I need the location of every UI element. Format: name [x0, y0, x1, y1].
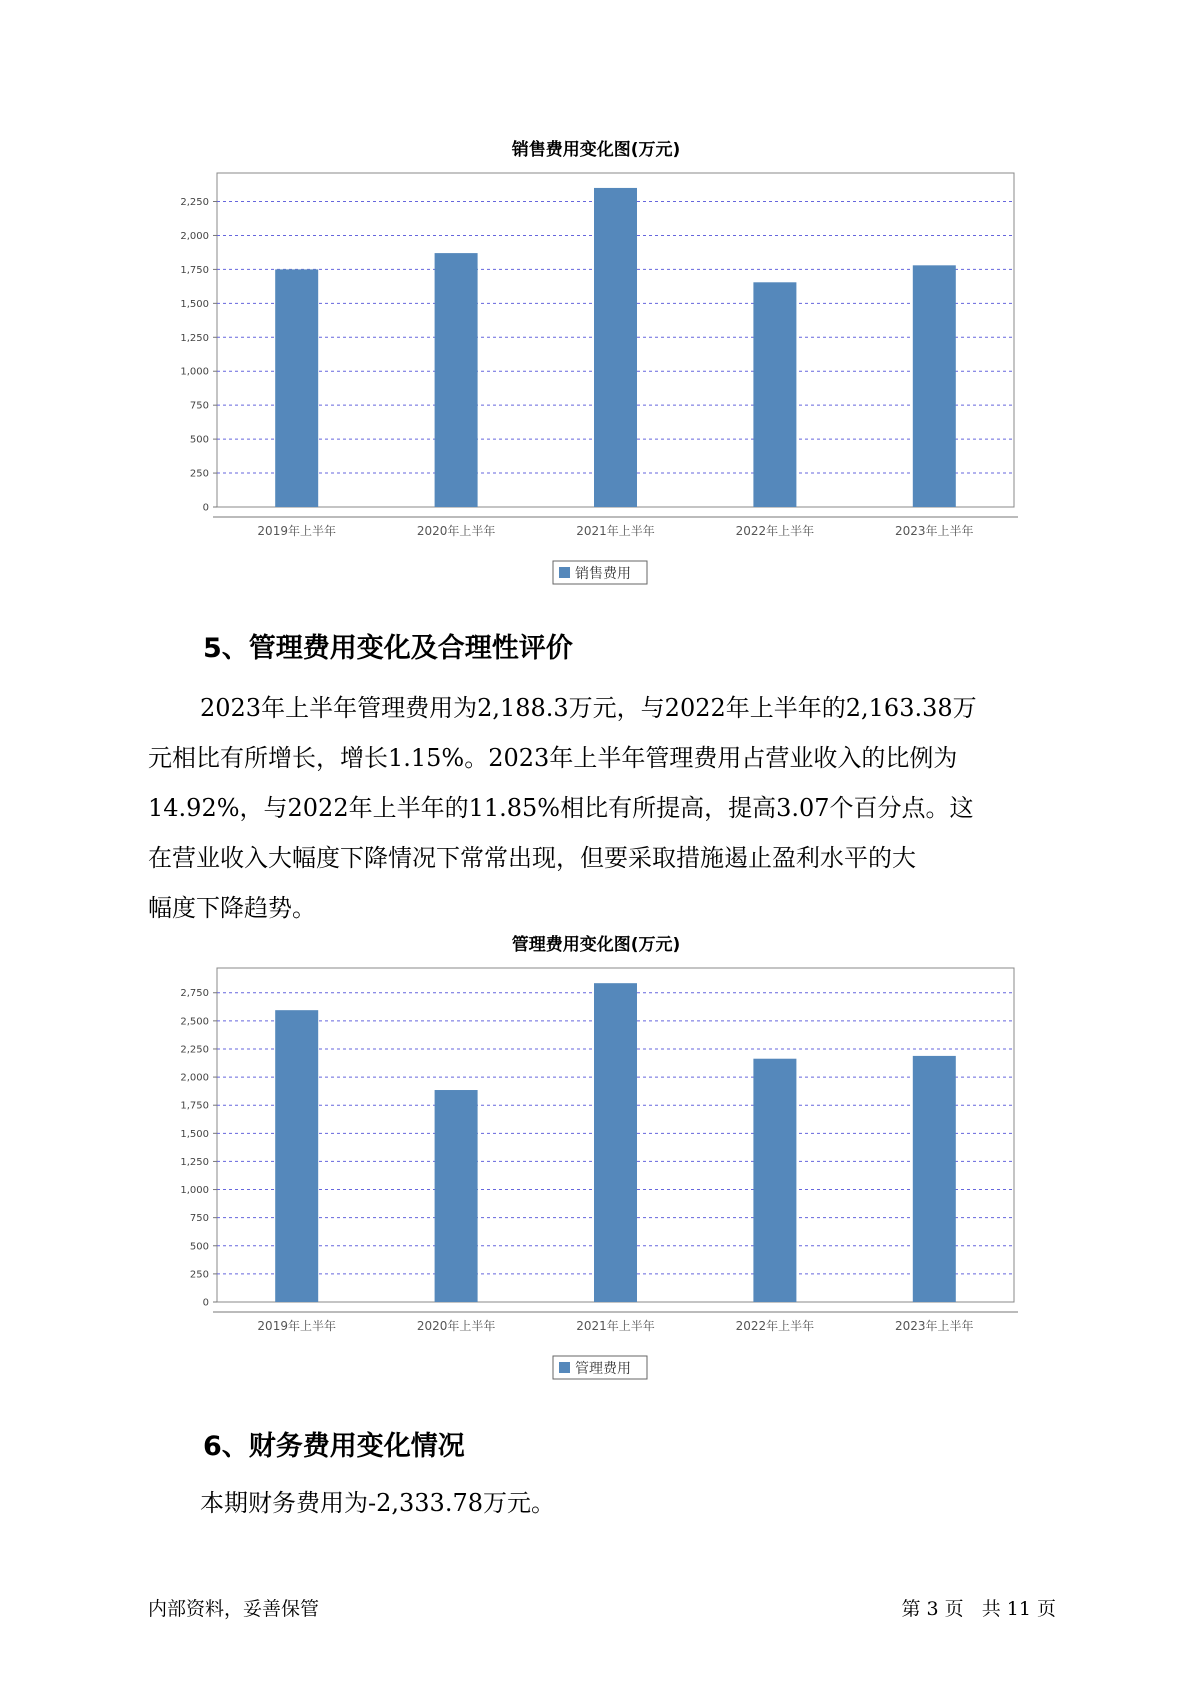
- x-tick-label: 2020年上半年: [416, 1319, 496, 1333]
- paragraph-line: 14.92%，与2022年上半年的11.85%相比有所提高，提高3.07个百分点。这: [148, 794, 974, 822]
- x-tick-label: 2022年上半年: [735, 524, 815, 538]
- y-tick-label: 2,250: [180, 1044, 209, 1056]
- bar: [753, 282, 796, 507]
- admin-expense-chart-svg: [0, 925, 1191, 1385]
- chart-title: 销售费用变化图(万元): [511, 140, 681, 160]
- y-tick-label: 2,000: [180, 230, 209, 242]
- paragraph-line: 本期财务费用为-2,333.78万元。: [200, 1489, 555, 1517]
- bar: [753, 1059, 796, 1302]
- legend-label: 销售费用: [575, 566, 631, 582]
- y-tick-label: 1,000: [180, 1185, 209, 1197]
- x-tick-label: 2023年上半年: [895, 524, 974, 538]
- footer-page-number: 第 3 页 共 11 页: [901, 1598, 1056, 1620]
- y-tick-label: 1,250: [180, 1156, 209, 1168]
- y-tick-label: 0: [202, 502, 209, 514]
- y-tick-label: 750: [189, 400, 209, 412]
- bar: [435, 1090, 478, 1302]
- y-tick-label: 2,250: [180, 197, 209, 209]
- y-tick-label: 1,750: [180, 1100, 209, 1112]
- paragraph-line: 2023年上半年管理费用为2,188.3万元，与2022年上半年的2,163.38万: [200, 694, 977, 722]
- y-tick-label: 2,500: [180, 1016, 209, 1028]
- x-axis-categories: [213, 517, 1018, 538]
- bar: [594, 983, 637, 1302]
- x-tick-label: 2020年上半年: [416, 524, 496, 538]
- bar: [594, 188, 637, 507]
- y-tick-label: 2,750: [180, 988, 209, 1000]
- y-tick-label: 500: [189, 1241, 209, 1253]
- section-5-paragraph: [148, 683, 1048, 933]
- y-tick-label: 1,000: [180, 366, 209, 378]
- bars: [275, 983, 956, 1302]
- y-tick-label: 250: [189, 1269, 209, 1281]
- y-tick-label: 500: [189, 434, 209, 446]
- y-axis-ticks: [180, 197, 217, 513]
- section-6-paragraph: [200, 1478, 1100, 1528]
- paragraph-line: 元相比有所增长，增长1.15%。2023年上半年管理费用占营业收入的比例为: [148, 744, 958, 772]
- x-axis-categories: [213, 1312, 1018, 1333]
- y-tick-label: 0: [202, 1297, 209, 1309]
- bar: [275, 1010, 318, 1302]
- bar: [275, 269, 318, 507]
- legend-swatch: [559, 567, 570, 578]
- x-tick-label: 2021年上半年: [576, 1319, 655, 1333]
- y-axis-ticks: [180, 988, 217, 1308]
- x-tick-label: 2023年上半年: [895, 1319, 974, 1333]
- y-tick-label: 2,000: [180, 1072, 209, 1084]
- x-tick-label: 2019年上半年: [257, 1319, 336, 1333]
- paragraph-line: 幅度下降趋势。: [148, 894, 316, 922]
- section-heading-6: 6、财务费用变化情况: [203, 1431, 465, 1462]
- sales-expense-chart: [0, 130, 1191, 590]
- legend: [553, 1356, 647, 1379]
- legend: [553, 561, 647, 584]
- bar: [913, 265, 956, 507]
- admin-expense-chart: [0, 925, 1191, 1385]
- y-tick-label: 1,500: [180, 298, 209, 310]
- paragraph-line: 在营业收入大幅度下降情况下常常出现，但要采取措施遏止盈利水平的大: [148, 844, 916, 872]
- bar: [913, 1056, 956, 1302]
- y-tick-label: 1,250: [180, 332, 209, 344]
- footer-left: 内部资料，妥善保管: [148, 1598, 320, 1620]
- x-tick-label: 2022年上半年: [735, 1319, 815, 1333]
- y-tick-label: 1,750: [180, 264, 209, 276]
- sales-expense-chart-svg: [0, 130, 1191, 590]
- x-tick-label: 2019年上半年: [257, 524, 336, 538]
- x-tick-label: 2021年上半年: [576, 524, 655, 538]
- y-tick-label: 1,500: [180, 1128, 209, 1140]
- legend-swatch: [559, 1362, 570, 1373]
- chart-title: 管理费用变化图(万元): [511, 935, 681, 955]
- y-tick-label: 250: [189, 468, 209, 480]
- legend-label: 管理费用: [575, 1361, 631, 1377]
- section-heading-5: 5、管理费用变化及合理性评价: [203, 633, 573, 664]
- y-tick-label: 750: [189, 1213, 209, 1225]
- bar: [435, 253, 478, 507]
